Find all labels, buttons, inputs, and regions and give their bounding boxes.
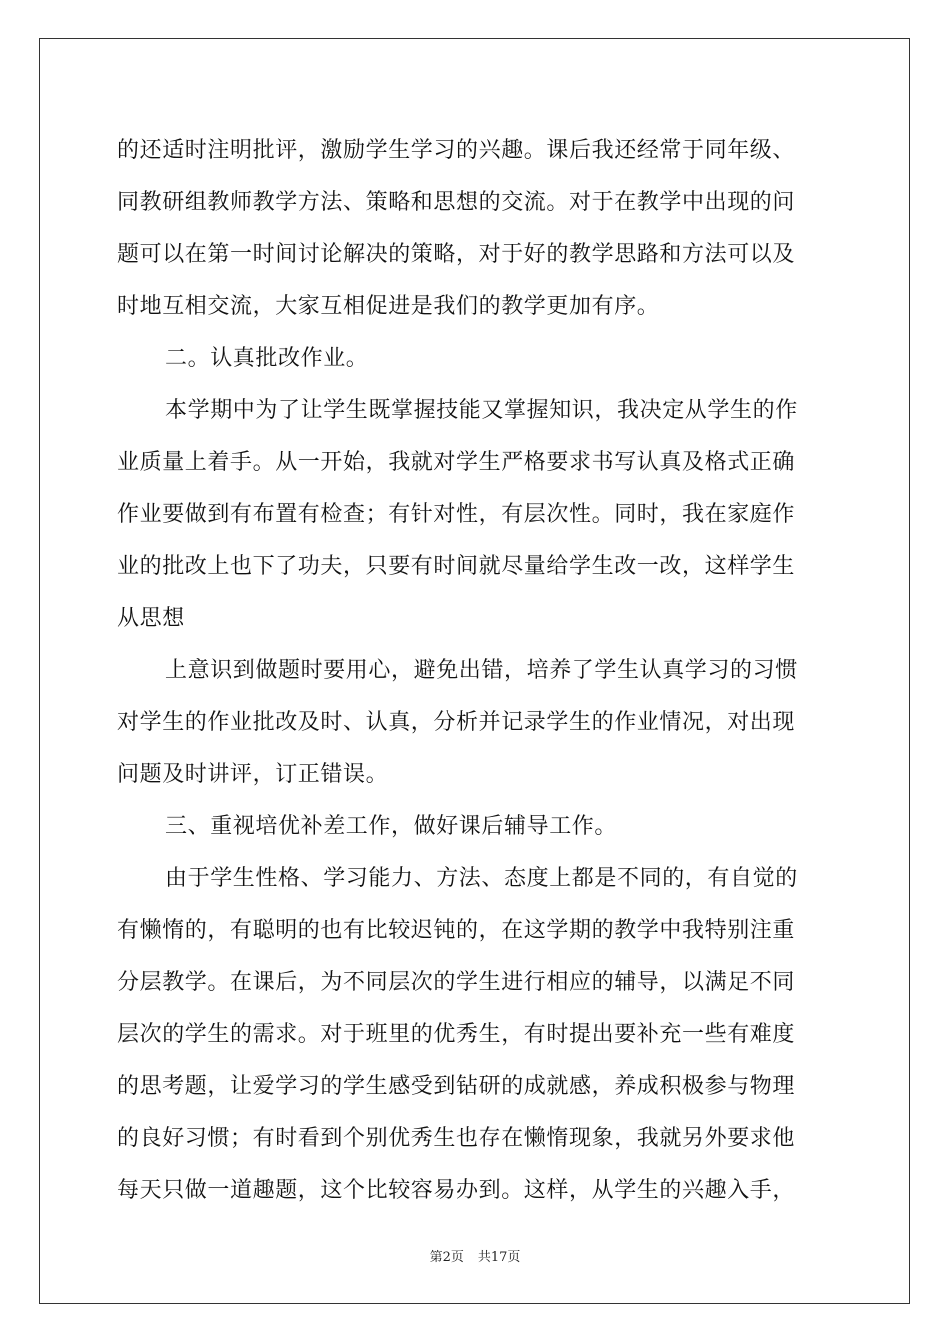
page-footer [0,1246,950,1265]
text-line: 层次的学生的需求。对于班里的优秀生，有时提出要补充一些有难度 [117,1022,796,1047]
text-line: 题可以在第一时间讨论解决的策略，对于好的教学思路和方法可以及 [117,242,796,267]
text-line: 业质量上着手。从一开始，我就对学生严格要求书写认真及格式正确 [117,450,796,475]
text-line: 时地互相交流，大家互相促进是我们的教学更加有序。 [117,294,660,319]
text-line: 作业要做到有布置有检查；有针对性，有层次性。同时，我在家庭作 [117,502,796,527]
text-line: 上意识到做题时要用心，避免出错，培养了学生认真学习的习惯 [165,658,798,683]
text-line: 每天只做一道趣题，这个比较容易办到。这样，从学生的兴趣入手， [117,1178,796,1203]
text-line: 的思考题，让爱学习的学生感受到钻研的成就感，养成积极参与物理 [117,1074,796,1099]
text-line: 的还适时注明批评，激励学生学习的兴趣。课后我还经常于同年级、 [117,138,796,163]
text-line: 同教研组教师教学方法、策略和思想的交流。对于在教学中出现的问 [117,190,796,215]
text-line: 从思想 [117,606,185,631]
text-line: 分层教学。在课后，为不同层次的学生进行相应的辅导，以满足不同 [117,970,796,995]
text-line: 业的批改上也下了功夫，只要有时间就尽量给学生改一改，这样学生 [117,554,796,579]
text-line: 有懒惰的，有聪明的也有比较迟钝的，在这学期的教学中我特别注重 [117,918,796,943]
text-line: 问题及时讲评，订正错误。 [117,762,389,787]
text-line: 由于学生性格、学习能力、方法、态度上都是不同的，有自觉的 [165,866,798,891]
text-line: 对学生的作业批改及时、认真，分析并记录学生的作业情况，对出现 [117,710,796,735]
text-line: 本学期中为了让学生既掌握技能又掌握知识，我决定从学生的作 [165,398,798,423]
page-total: 共17页 [477,1250,521,1265]
text-line: 的良好习惯；有时看到个别优秀生也存在懒惰现象，我就另外要求他 [117,1126,796,1151]
page-number: 第2页 [429,1250,464,1265]
section-heading: 二。认真批改作业。 [165,346,369,371]
document-body [117,125,835,1217]
section-heading: 三、重视培优补差工作，做好课后辅导工作。 [165,814,618,839]
